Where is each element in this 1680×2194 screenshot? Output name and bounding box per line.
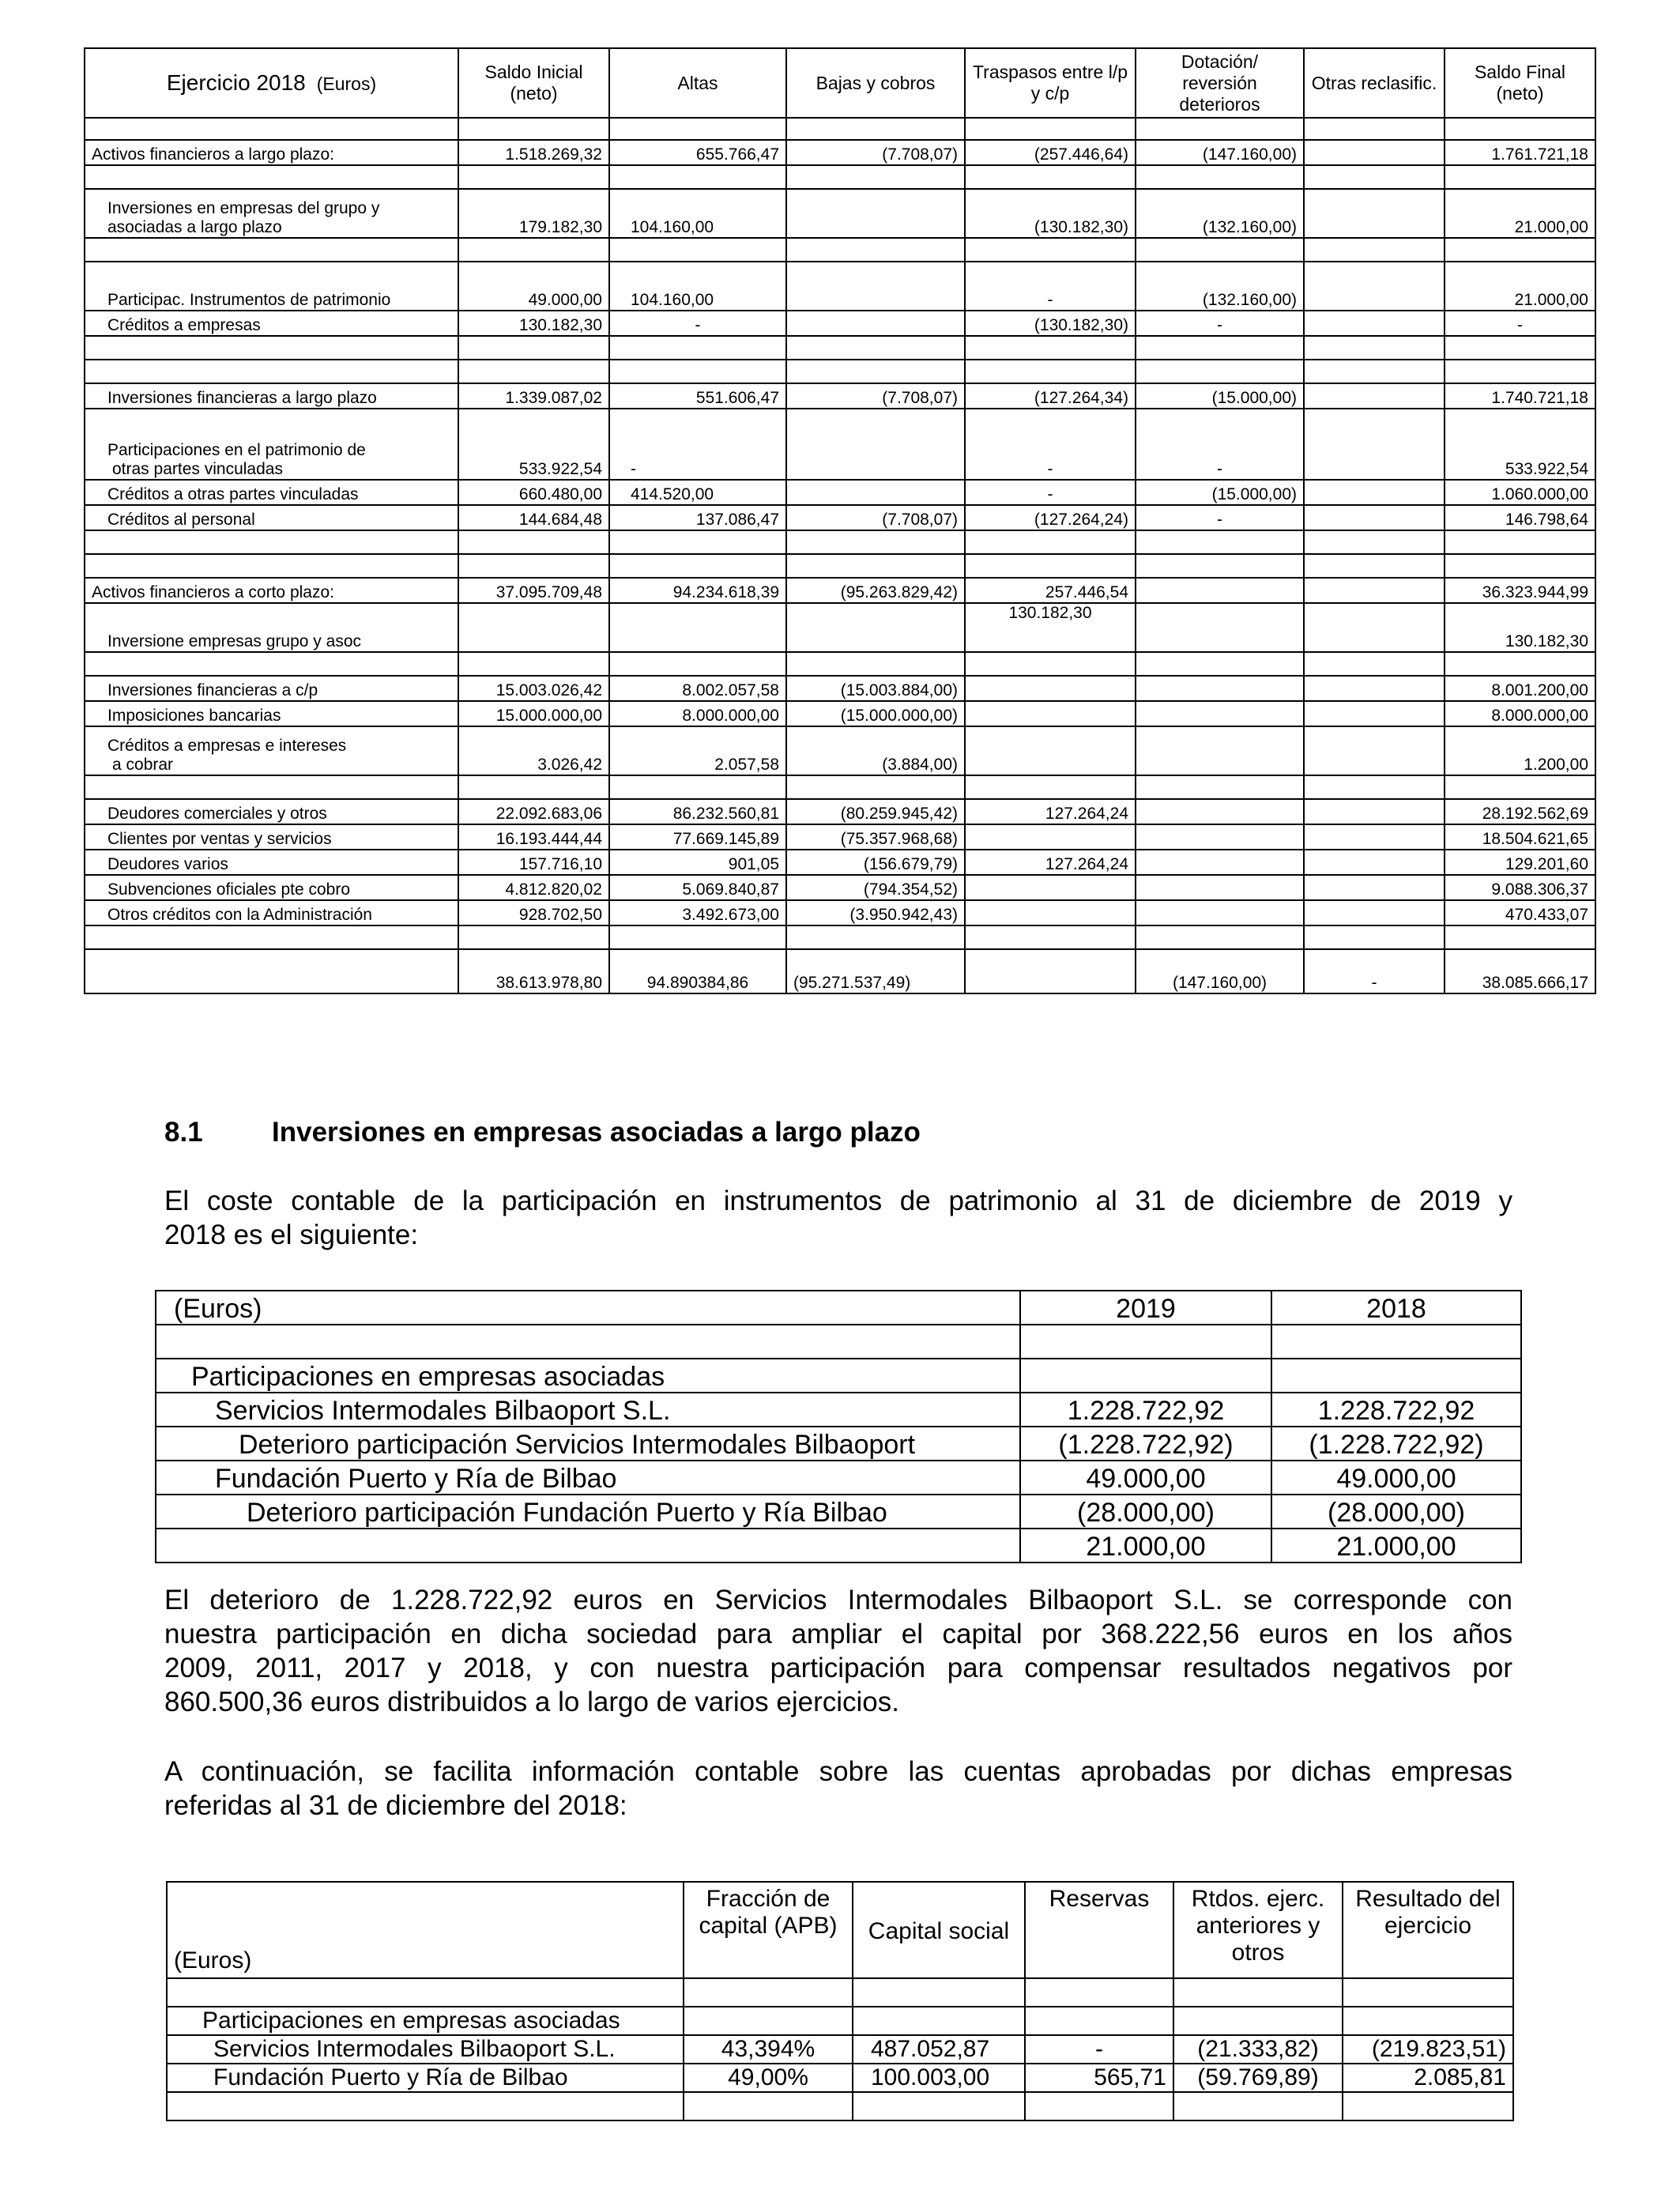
cell-altas [609,603,786,652]
cell-final: 129.201,60 [1445,850,1595,875]
row-label: Otros créditos con la Administración [85,900,458,925]
cell-altas: - [609,311,786,336]
cell-saldo: 928.702,50 [458,900,609,925]
row-label: Servicios Intermodales Bilbaoport S.L. [156,1393,1020,1427]
row-label [85,726,458,775]
financial-assets-table-2018 [84,47,1596,994]
cell-traspasos: - [965,480,1136,505]
header-reservas: Reservas [1025,1882,1173,1978]
cell-dotacion [1136,875,1304,900]
cell-bajas: (7.708,07) [786,505,965,530]
cell-capital: 100.003,00 [853,2064,1025,2092]
spacer-row [167,2092,1513,2120]
cell-bajas [786,480,965,505]
cell-altas: 5.069.840,87 [609,875,786,900]
row-label: Participaciones en empresas asociadas [167,2007,684,2035]
cell-altas: 551.606,47 [609,383,786,409]
row-label: Fundación Puerto y Ría de Bilbao [156,1461,1020,1495]
cell-traspasos [965,701,1136,726]
total-row [156,1529,1521,1563]
cell-otras [1304,578,1445,603]
cell-final: 8.000.000,00 [1445,701,1595,726]
cell-traspasos: - [965,409,1136,480]
cell-altas: 94.234.618,39 [609,578,786,603]
table-row [167,2007,1513,2035]
header-bajas: Bajas y cobros [786,48,965,118]
cell-reservas [1025,2007,1173,2035]
cell-final: 8.001.200,00 [1445,676,1595,701]
row-label: Servicios Intermodales Bilbaoport S.L. [167,2035,684,2064]
cell-traspasos [965,726,1136,775]
table-row [85,824,1595,850]
table-row [156,1427,1521,1461]
cell-final: 9.088.306,37 [1445,875,1595,900]
cell-saldo [458,603,609,652]
header-ejercicio-label: Ejercicio 2018 [166,70,306,95]
table-row [85,850,1595,875]
cell-reservas: - [1025,2035,1173,2064]
cell-traspasos [965,949,1136,993]
row-label: Deterioro participación Servicios Intermodales Bilbaoport [156,1427,1020,1461]
cell-traspasos [965,824,1136,850]
paragraph-line: 860.500,36 euros distribuidos a lo largo de varios ejercicios. [164,1687,899,1717]
header-unit: (Euros) [167,1882,684,1978]
cell-bajas: (7.708,07) [786,140,965,165]
spacer-row [85,554,1595,578]
cell-dotacion [1136,676,1304,701]
header-ejercicio [85,48,458,118]
cell-traspasos: (257.446,64) [965,140,1136,165]
table-row [85,603,1595,652]
paragraph-deterioro [164,1583,1512,1719]
cell-final: 130.182,30 [1445,603,1595,652]
cell-altas: 901,05 [609,850,786,875]
spacer-row [85,360,1595,383]
cell-final: 38.085.666,17 [1445,949,1595,993]
cell-dotacion [1136,701,1304,726]
header-dotacion: Dotación/ reversión deterioros [1136,48,1304,118]
header-rtdos: Rtdos. ejerc. anteriores y otros [1173,1882,1343,1978]
cell-altas: 86.232.560,81 [609,799,786,824]
cell-dotacion: (15.000,00) [1136,480,1304,505]
cell-saldo: 1.339.087,02 [458,383,609,409]
cell-otras [1304,799,1445,824]
row-label-line2: otras partes vinculadas [112,460,283,478]
cell-2019: 21.000,00 [1020,1529,1271,1563]
cell-final: - [1445,311,1595,336]
cell-final: 1.060.000,00 [1445,480,1595,505]
cell-dotacion: (132.160,00) [1136,262,1304,311]
cell-resultado: 2.085,81 [1343,2064,1513,2092]
cell-traspasos: 130.182,30 [965,603,1136,652]
table-row [85,900,1595,925]
row-label: Créditos a empresas [85,311,458,336]
paragraph-line: El coste contable de la participación en instrumentos de patrimonio al 31 de diciembre de 2019 y [164,1186,1512,1216]
cell-dotacion: (132.160,00) [1136,189,1304,238]
table-row [85,701,1595,726]
table-row [85,480,1595,505]
cell-saldo: 15.003.026,42 [458,676,609,701]
row-label: Inversione empresas grupo y asoc [85,603,458,652]
header-traspasos: Traspasos entre l/p y c/p [965,48,1136,118]
row-label [85,949,458,993]
cell-resultado [1343,2007,1513,2035]
section-number: 8.1 [164,1117,203,1148]
table-row [156,1461,1521,1495]
cell-bajas: (80.259.945,42) [786,799,965,824]
paragraph-line: El deterioro de 1.228.722,92 euros en Servicios Intermodales Bilbaoport S.L. se corresponde con [164,1585,1512,1615]
cell-dotacion [1136,850,1304,875]
spacer-row [167,1978,1513,2007]
cell-otras [1304,409,1445,480]
spacer-row [85,336,1595,360]
row-label [85,409,458,480]
cell-bajas: (15.000.000,00) [786,701,965,726]
cell-saldo: 37.095.709,48 [458,578,609,603]
cell-traspasos: - [965,262,1136,311]
cell-saldo: 16.193.444,44 [458,824,609,850]
cell-bajas [786,311,965,336]
cell-altas: 8.002.057,58 [609,676,786,701]
header-saldo-inicial: Saldo Inicial (neto) [458,48,609,118]
cell-dotacion [1136,900,1304,925]
paragraph-line: 2018 es el siguiente: [164,1220,419,1250]
row-label-line1: Participaciones en el patrimonio de [107,441,366,459]
cell-altas: 104.160,00 [609,189,786,238]
cell-otras [1304,701,1445,726]
row-label: Subvenciones oficiales pte cobro [85,875,458,900]
paragraph-intro [164,1184,1512,1252]
table-row [85,799,1595,824]
table-row [85,383,1595,409]
cell-bajas: (95.271.537,49) [786,949,965,993]
cell-traspasos: 257.446,54 [965,578,1136,603]
cell-reservas: 565,71 [1025,2064,1173,2092]
paragraph-line: 2009, 2011, 2017 y 2018, y con nuestra participación para compensar resultados negativos por [164,1653,1512,1683]
spacer-row [85,118,1595,140]
cell-altas: 137.086,47 [609,505,786,530]
row-label: Inversiones financieras a c/p [85,676,458,701]
section-title: Inversiones en empresas asociadas a largo plazo [272,1117,921,1148]
cell-altas: 414.520,00 [609,480,786,505]
cell-fraccion: 49,00% [684,2064,853,2092]
cell-rtdos: (21.333,82) [1173,2035,1343,2064]
row-label: Deterioro participación Fundación Puerto y Ría Bilbao [156,1495,1020,1529]
cell-final: 28.192.562,69 [1445,799,1595,824]
cell-2019: 1.228.722,92 [1020,1393,1271,1427]
cell-traspasos [965,676,1136,701]
row-label [156,1529,1020,1563]
cell-saldo: 533.922,54 [458,409,609,480]
cell-otras [1304,850,1445,875]
cell-capital: 487.052,87 [853,2035,1025,2064]
cell-otras [1304,140,1445,165]
cell-dotacion [1136,578,1304,603]
cell-saldo: 144.684,48 [458,505,609,530]
cell-traspasos: (130.182,30) [965,311,1136,336]
cell-dotacion: (147.160,00) [1136,949,1304,993]
cell-otras [1304,383,1445,409]
header-otras: Otras reclasific. [1304,48,1445,118]
row-label: Clientes por ventas y servicios [85,824,458,850]
cell-final: 1.740.721,18 [1445,383,1595,409]
cell-2019: (1.228.722,92) [1020,1427,1271,1461]
row-label: Deudores varios [85,850,458,875]
cell-2018: (28.000,00) [1271,1495,1521,1529]
cell-dotacion: (15.000,00) [1136,383,1304,409]
spacer-row [85,775,1595,799]
cell-saldo: 38.613.978,80 [458,949,609,993]
cell-saldo: 660.480,00 [458,480,609,505]
cell-altas: - [609,409,786,480]
table-row [85,189,1595,238]
cell-altas: 8.000.000,00 [609,701,786,726]
cell-bajas: (156.679,79) [786,850,965,875]
row-label: Participaciones en empresas asociadas [156,1359,1020,1393]
cell-bajas: (95.263.829,42) [786,578,965,603]
cell-final: 1.761.721,18 [1445,140,1595,165]
cell-altas: 104.160,00 [609,262,786,311]
cell-dotacion: - [1136,505,1304,530]
cell-saldo: 130.182,30 [458,311,609,336]
cell-2018: 49.000,00 [1271,1461,1521,1495]
cell-saldo: 3.026,42 [458,726,609,775]
cell-otras [1304,900,1445,925]
cell-otras [1304,676,1445,701]
cell-capital [853,2007,1025,2035]
spacer-row [85,165,1595,189]
cell-altas: 77.669.145,89 [609,824,786,850]
cell-otras [1304,824,1445,850]
total-row [85,949,1595,993]
header-2018: 2018 [1271,1291,1521,1325]
cell-otras: - [1304,949,1445,993]
cell-saldo: 4.812.820,02 [458,875,609,900]
paragraph-continuacion [164,1755,1512,1823]
header-unit: (Euros) [156,1291,1020,1325]
cell-traspasos: (127.264,24) [965,505,1136,530]
cell-traspasos: 127.264,24 [965,850,1136,875]
cell-otras [1304,262,1445,311]
cell-altas: 94.890384,86 [609,949,786,993]
row-label: Imposiciones bancarias [85,701,458,726]
row-label: Participac. Instrumentos de patrimonio [85,262,458,311]
cell-bajas: (3.884,00) [786,726,965,775]
header-2019: 2019 [1020,1291,1271,1325]
cell-final: 533.922,54 [1445,409,1595,480]
row-label: Fundación Puerto y Ría de Bilbao [167,2064,684,2092]
paragraph-line: nuestra participación en dicha sociedad para ampliar el capital por 368.222,56 euros en los años [164,1619,1512,1649]
spacer-row [85,652,1595,676]
header-altas: Altas [609,48,786,118]
table-header-row [167,1882,1513,1978]
row-label: Activos financieros a largo plazo: [85,140,458,165]
row-label: Créditos a otras partes vinculadas [85,480,458,505]
table-header-row [85,48,1595,118]
cell-traspasos [965,900,1136,925]
cell-final: 146.798,64 [1445,505,1595,530]
table-row [156,1393,1521,1427]
cell-bajas: (794.354,52) [786,875,965,900]
cell-otras [1304,311,1445,336]
row-label-line2: a cobrar [112,756,174,774]
cell-traspasos [965,875,1136,900]
cell-dotacion [1136,799,1304,824]
cell-bajas [786,189,965,238]
cell-final: 21.000,00 [1445,262,1595,311]
table-row [85,875,1595,900]
row-label: Créditos al personal [85,505,458,530]
table-row [85,676,1595,701]
cell-final: 21.000,00 [1445,189,1595,238]
header-resultado: Resultado del ejercicio [1343,1882,1513,1978]
table-row [85,262,1595,311]
cell-dotacion: - [1136,409,1304,480]
cell-traspasos: (130.182,30) [965,189,1136,238]
cell-bajas [786,603,965,652]
cell-bajas: (15.003.884,00) [786,676,965,701]
cell-dotacion: (147.160,00) [1136,140,1304,165]
cell-bajas [786,409,965,480]
cell-resultado: (219.823,51) [1343,2035,1513,2064]
table-row [167,2035,1513,2064]
row-label: Inversiones financieras a largo plazo [85,383,458,409]
table-row [85,140,1595,165]
cell-otras [1304,505,1445,530]
header-capital: Capital social [853,1882,1025,1978]
paragraph-line: A continuación, se facilita información contable sobre las cuentas aprobadas por dichas empresas [164,1756,1512,1787]
spacer-row [85,925,1595,949]
table-row [167,2064,1513,2092]
cell-otras [1304,603,1445,652]
cell-dotacion [1136,603,1304,652]
table-row [85,578,1595,603]
table-row [85,409,1595,480]
cell-final: 36.323.944,99 [1445,578,1595,603]
cell-dotacion: - [1136,311,1304,336]
cell-otras [1304,480,1445,505]
associates-accounts-table [166,1881,1514,2121]
spacer-row [156,1325,1521,1359]
cell-2018 [1271,1359,1521,1393]
header-fraccion: Fracción de capital (APB) [684,1882,853,1978]
table-header-row [156,1291,1521,1325]
cell-saldo: 49.000,00 [458,262,609,311]
cell-bajas [786,262,965,311]
cell-2018: (1.228.722,92) [1271,1427,1521,1461]
cell-bajas: (3.950.942,43) [786,900,965,925]
table-row [156,1359,1521,1393]
cell-saldo: 1.518.269,32 [458,140,609,165]
cell-dotacion [1136,824,1304,850]
table-row [85,726,1595,775]
cell-otras [1304,875,1445,900]
cell-saldo: 15.000.000,00 [458,701,609,726]
cell-traspasos: 127.264,24 [965,799,1136,824]
row-label: Activos financieros a corto plazo: [85,578,458,603]
cell-otras [1304,189,1445,238]
cell-saldo: 22.092.683,06 [458,799,609,824]
cell-fraccion [684,2007,853,2035]
row-label [85,189,458,238]
cell-2019: 49.000,00 [1020,1461,1271,1495]
row-label-line1: Créditos a empresas e intereses [107,737,347,755]
spacer-row [85,238,1595,262]
row-label-line2: asociadas a largo plazo [107,218,282,236]
cell-final: 1.200,00 [1445,726,1595,775]
cell-saldo: 157.716,10 [458,850,609,875]
spacer-row [85,530,1595,554]
cell-2018: 21.000,00 [1271,1529,1521,1563]
cell-2018: 1.228.722,92 [1271,1393,1521,1427]
header-saldo-final: Saldo Final (neto) [1445,48,1595,118]
cell-altas: 3.492.673,00 [609,900,786,925]
table-row [85,311,1595,336]
paragraph-line: referidas al 31 de diciembre del 2018: [164,1790,627,1821]
cell-traspasos: (127.264,34) [965,383,1136,409]
cell-rtdos [1173,2007,1343,2035]
cell-fraccion: 43,394% [684,2035,853,2064]
cell-2019 [1020,1359,1271,1393]
header-unit: (Euros) [316,73,377,94]
cell-otras [1304,726,1445,775]
table-row [85,505,1595,530]
associates-cost-table [155,1290,1522,1563]
table-row [156,1495,1521,1529]
cell-saldo: 179.182,30 [458,189,609,238]
cell-dotacion [1136,726,1304,775]
row-label-line1: Inversiones en empresas del grupo y [107,199,380,217]
cell-final: 470.433,07 [1445,900,1595,925]
cell-altas: 2.057,58 [609,726,786,775]
row-label: Deudores comerciales y otros [85,799,458,824]
cell-bajas: (75.357.968,68) [786,824,965,850]
cell-2019: (28.000,00) [1020,1495,1271,1529]
cell-altas: 655.766,47 [609,140,786,165]
cell-final: 18.504.621,65 [1445,824,1595,850]
cell-rtdos: (59.769,89) [1173,2064,1343,2092]
cell-bajas: (7.708,07) [786,383,965,409]
